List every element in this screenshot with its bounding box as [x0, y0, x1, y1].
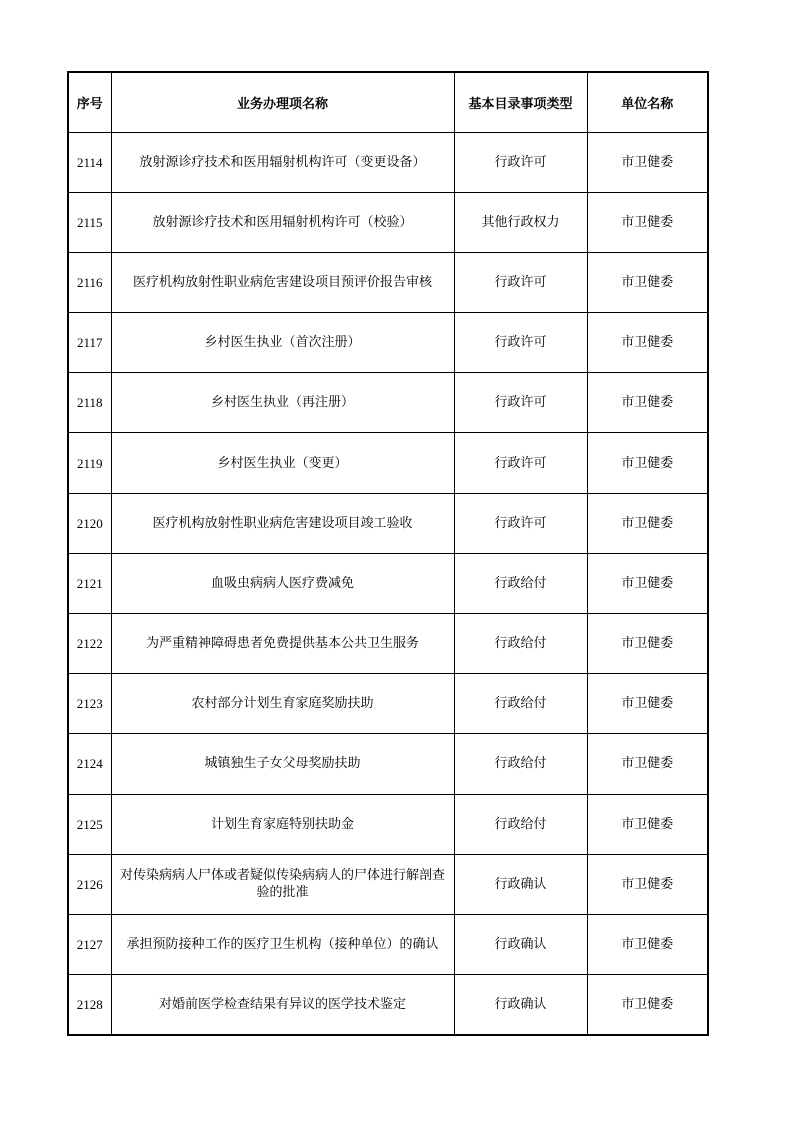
cell-unit: 市卫健委 — [587, 553, 708, 613]
cell-unit: 市卫健委 — [587, 192, 708, 252]
cell-unit: 市卫健委 — [587, 614, 708, 674]
cell-seq: 2115 — [68, 192, 111, 252]
table-row — [68, 132, 708, 192]
table-row — [68, 313, 708, 373]
table-body — [68, 132, 708, 1035]
cell-unit: 市卫健委 — [587, 914, 708, 974]
cell-unit: 市卫健委 — [587, 674, 708, 734]
cell-name: 乡村医生执业（变更） — [111, 433, 454, 493]
cell-type: 行政给付 — [454, 794, 587, 854]
cell-seq: 2126 — [68, 854, 111, 914]
table-row — [68, 614, 708, 674]
cell-unit: 市卫健委 — [587, 493, 708, 553]
cell-unit: 市卫健委 — [587, 794, 708, 854]
cell-name: 放射源诊疗技术和医用辐射机构许可（校验） — [111, 192, 454, 252]
cell-name: 农村部分计划生育家庭奖励扶助 — [111, 674, 454, 734]
cell-type: 行政许可 — [454, 132, 587, 192]
table-row — [68, 794, 708, 854]
table-row — [68, 433, 708, 493]
cell-seq: 2117 — [68, 313, 111, 373]
cell-unit: 市卫健委 — [587, 433, 708, 493]
cell-name: 乡村医生执业（首次注册） — [111, 313, 454, 373]
cell-name: 放射源诊疗技术和医用辐射机构许可（变更设备） — [111, 132, 454, 192]
cell-type: 行政许可 — [454, 252, 587, 312]
cell-seq: 2127 — [68, 914, 111, 974]
table-row — [68, 192, 708, 252]
cell-name: 医疗机构放射性职业病危害建设项目预评价报告审核 — [111, 252, 454, 312]
table-row — [68, 553, 708, 613]
cell-seq: 2116 — [68, 252, 111, 312]
table-row — [68, 252, 708, 312]
header-seq: 序号 — [68, 72, 111, 132]
cell-seq: 2125 — [68, 794, 111, 854]
table-row — [68, 674, 708, 734]
cell-name: 承担预防接种工作的医疗卫生机构（接种单位）的确认 — [111, 914, 454, 974]
cell-name: 城镇独生子女父母奖励扶助 — [111, 734, 454, 794]
cell-name: 计划生育家庭特别扶助金 — [111, 794, 454, 854]
cell-seq: 2118 — [68, 373, 111, 433]
table-row — [68, 854, 708, 914]
cell-name: 为严重精神障碍患者免费提供基本公共卫生服务 — [111, 614, 454, 674]
cell-type: 行政给付 — [454, 614, 587, 674]
cell-unit: 市卫健委 — [587, 132, 708, 192]
cell-seq: 2121 — [68, 553, 111, 613]
cell-type: 行政确认 — [454, 914, 587, 974]
cell-type: 行政确认 — [454, 854, 587, 914]
table-row — [68, 975, 708, 1035]
cell-unit: 市卫健委 — [587, 313, 708, 373]
cell-name: 医疗机构放射性职业病危害建设项目竣工验收 — [111, 493, 454, 553]
cell-unit: 市卫健委 — [587, 854, 708, 914]
table-row — [68, 734, 708, 794]
cell-seq: 2120 — [68, 493, 111, 553]
cell-type: 行政许可 — [454, 373, 587, 433]
cell-type: 行政许可 — [454, 313, 587, 373]
cell-name: 血吸虫病病人医疗费减免 — [111, 553, 454, 613]
cell-seq: 2124 — [68, 734, 111, 794]
cell-unit: 市卫健委 — [587, 373, 708, 433]
cell-name: 对传染病病人尸体或者疑似传染病病人的尸体进行解剖查验的批准 — [111, 854, 454, 914]
header-type: 基本目录事项类型 — [454, 72, 587, 132]
cell-name: 对婚前医学检查结果有异议的医学技术鉴定 — [111, 975, 454, 1035]
cell-type: 其他行政权力 — [454, 192, 587, 252]
table-row — [68, 373, 708, 433]
cell-seq: 2114 — [68, 132, 111, 192]
table-row — [68, 914, 708, 974]
cell-type: 行政许可 — [454, 433, 587, 493]
cell-seq: 2128 — [68, 975, 111, 1035]
header-row — [68, 72, 708, 132]
header-name: 业务办理项名称 — [111, 72, 454, 132]
header-unit: 单位名称 — [587, 72, 708, 132]
cell-type: 行政许可 — [454, 493, 587, 553]
cell-type: 行政给付 — [454, 734, 587, 794]
table-header — [68, 72, 708, 132]
cell-type: 行政给付 — [454, 553, 587, 613]
cell-unit: 市卫健委 — [587, 252, 708, 312]
cell-unit: 市卫健委 — [587, 975, 708, 1035]
cell-unit: 市卫健委 — [587, 734, 708, 794]
cell-name: 乡村医生执业（再注册） — [111, 373, 454, 433]
cell-type: 行政确认 — [454, 975, 587, 1035]
cell-seq: 2122 — [68, 614, 111, 674]
table-row — [68, 493, 708, 553]
service-catalog-table — [67, 71, 709, 1036]
cell-seq: 2119 — [68, 433, 111, 493]
cell-seq: 2123 — [68, 674, 111, 734]
cell-type: 行政给付 — [454, 674, 587, 734]
